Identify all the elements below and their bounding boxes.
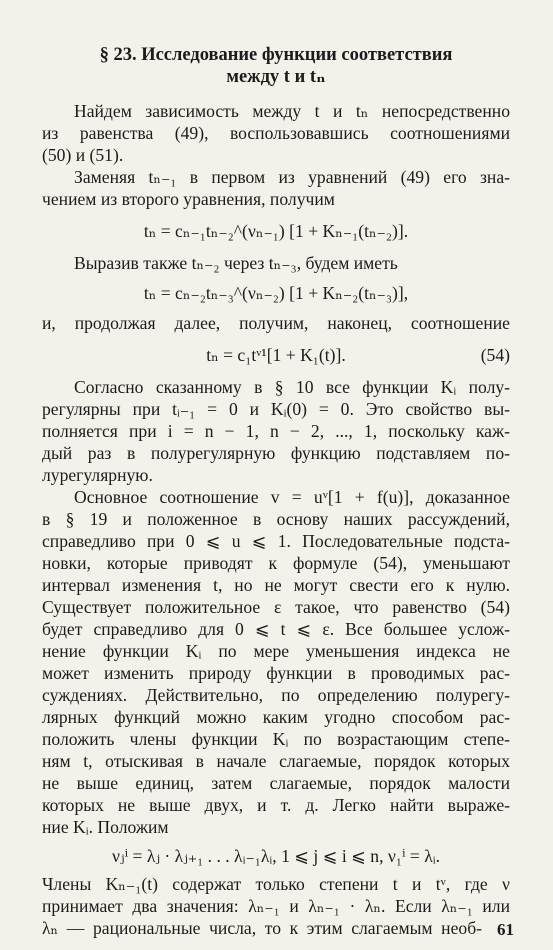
- text-line: Выразив также tₙ₋₂ через tₙ₋₃, будем иметь: [74, 253, 398, 273]
- text-line: дый раз в полурегулярную функцию подставляем по-: [42, 443, 510, 463]
- text-line: Существует положительное ε такое, что равенство (54): [42, 597, 510, 617]
- equation: [42, 344, 510, 366]
- text-line: суждениях. Действительно, по определению полурегу-: [42, 685, 510, 705]
- text-line: будет справедливо для 0 ⩽ t ⩽ ε. Все большее услож-: [42, 619, 510, 639]
- text-line: лярных функций можно каким угодно способом рас-: [42, 707, 510, 727]
- text-line: регулярны при tᵢ₋₁ = 0 и Kᵢ(0) = 0. Это свойство вы-: [42, 399, 510, 419]
- text-line: Согласно сказанному в § 10 все функции Kᵢ полу-: [74, 377, 510, 397]
- text-line: интервал изменения t, но не могут свести его к нулю.: [42, 575, 510, 595]
- page-number: 61: [497, 920, 514, 939]
- section-title-line-1: § 23. Исследование функции соответствия: [99, 45, 453, 65]
- text-line: из равенства (49), воспользовавшись соотношениями: [42, 123, 510, 143]
- text-line: ние Kᵢ. Положим: [42, 817, 169, 837]
- equation-body: tₙ = c₁tᵛ¹[1 + K₁(t)].: [206, 345, 346, 365]
- equation-number: (54): [480, 345, 510, 365]
- text-line: в § 19 и положенное в основу наших рассуждений,: [42, 509, 510, 529]
- text-line: Члены Kₙ₋₁(t) содержат только степени t и tᵛ, где ν: [42, 874, 510, 894]
- text-line: чением из второго уравнения, получим: [42, 189, 335, 209]
- text-line: нение функции Kᵢ по мере уменьшения индекса не: [42, 641, 510, 661]
- equation-body: tₙ = cₙ₋₁tₙ₋₂^(νₙ₋₁) [1 + Kₙ₋₁(tₙ₋₂)].: [143, 221, 409, 241]
- text-line: лурегулярную.: [42, 465, 153, 485]
- equation: [42, 845, 510, 867]
- text-line: ням t, отыскивая в начале слагаемые, порядок которых: [42, 751, 510, 771]
- text-line: которых не выше двух, и т. д. Легко найти выраже-: [42, 795, 510, 815]
- text-line: не выше единиц, затем слагаемые, порядок малости: [42, 773, 510, 793]
- text-line: и, продолжая далее, получим, наконец, соотношение: [42, 313, 510, 333]
- equation: [42, 220, 510, 242]
- text-line: полняется при i = n − 1, n − 2, ..., 1, поскольку каж-: [42, 421, 510, 441]
- text-line: положить члены функции Kᵢ по возрастающим степе-: [42, 729, 510, 749]
- text-line: может изменить природу функции в проводимых рас-: [42, 663, 510, 683]
- equation-body: νⱼⁱ = λⱼ · λⱼ₊₁ . . . λᵢ₋₁λᵢ, 1 ⩽ j ⩽ i ⩽ n, ν₁ⁱ = λᵢ.: [111, 846, 441, 866]
- text-line: справедливо при 0 ⩽ u ⩽ 1. Последовательные подста-: [42, 531, 510, 551]
- text-line: принимает два значения: λₙ₋₁ и λₙ₋₁ · λₙ. Если λₙ₋₁ или: [42, 896, 510, 916]
- text-line: λₙ — рациональные числа, то к этим слагаемым необ-: [42, 918, 482, 938]
- text-line: Найдем зависимость между t и tₙ непосредственно: [74, 101, 510, 121]
- equation-body: tₙ = cₙ₋₂tₙ₋₃^(νₙ₋₂) [1 + Kₙ₋₂(tₙ₋₃)],: [143, 283, 409, 303]
- equation: [42, 282, 510, 304]
- text-line: Заменяя tₙ₋₁ в первом из уравнений (49) его зна-: [74, 167, 510, 187]
- text-line: Основное соотношение v = uᵛ[1 + f(u)], доказанное: [74, 487, 510, 507]
- section-title-line-2: между t и tₙ: [226, 67, 326, 87]
- text-line: (50) и (51).: [42, 145, 124, 165]
- text-line: новки, которые приводят к формуле (54), уменьшают: [42, 553, 510, 573]
